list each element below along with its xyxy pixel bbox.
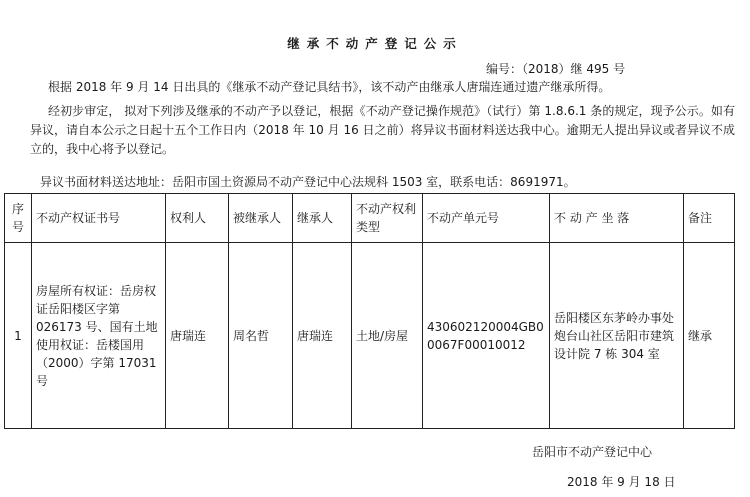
registration-table	[4, 193, 735, 429]
notice-paragraph-1: 根据 2018 年 9 月 14 日出具的《继承不动产登记具结书》，该不动产由继承人唐瑞连通过遗产继承所得。	[48, 80, 611, 94]
cell-right-type: 土地/房屋	[352, 243, 423, 429]
cell-owner: 唐瑞连	[166, 243, 229, 429]
cell-location: 岳阳楼区东茅岭办事处炮台山社区岳阳市建筑设计院 7 栋 304 室	[550, 243, 684, 429]
table-header-row	[5, 194, 735, 243]
header-remark: 备注	[684, 194, 735, 243]
header-unit-no: 不动产单元号	[423, 194, 550, 243]
cell-cert: 房屋所有权证：岳房权证岳阳楼区字第 026173 号、国有土地使用权证：岳楼国用（2000）字第 17031 号	[32, 243, 166, 429]
cell-remark: 继承	[684, 243, 735, 429]
issue-date: 2018 年 9 月 18 日	[567, 475, 676, 489]
header-cert: 不动产权证书号	[32, 194, 166, 243]
cell-seq: 1	[5, 243, 32, 429]
header-location: 不 动 产 坐 落	[550, 194, 684, 243]
notice-title: 继承不动产登记公示	[287, 36, 463, 51]
header-heir: 继承人	[293, 194, 352, 243]
cell-heir: 唐瑞连	[293, 243, 352, 429]
header-right-type: 不动产权利类型	[352, 194, 423, 243]
issuer-name: 岳阳市不动产登记中心	[532, 445, 653, 459]
header-seq: 序号	[5, 194, 32, 243]
table-row	[5, 243, 735, 429]
header-decedent: 被继承人	[229, 194, 293, 243]
cell-decedent: 周名哲	[229, 243, 293, 429]
notice-paragraph-3: 异议书面材料送达地址：岳阳市国土资源局不动产登记中心法规科 1503 室，联系电话：8691971。	[40, 175, 576, 189]
cell-unit-no: 430602120004GB00067F00010012	[423, 243, 550, 429]
notice-number: 编号：（2018）继 495 号	[486, 62, 626, 76]
header-owner: 权利人	[166, 194, 229, 243]
notice-paragraph-2: 经初步审定， 拟对下列涉及继承的不动产予以登记，根据《不动产登记操作规范》（试行）第 1.8.6.1 条的规定，现予公示。如有异议，请自本公示之日起十五个工作日内（2018 年 10 月 16 日之前）将异议书面材料送达我中心。逾期无人提出异议或者异议不成立的，我中心将予以登记。	[30, 104, 735, 156]
